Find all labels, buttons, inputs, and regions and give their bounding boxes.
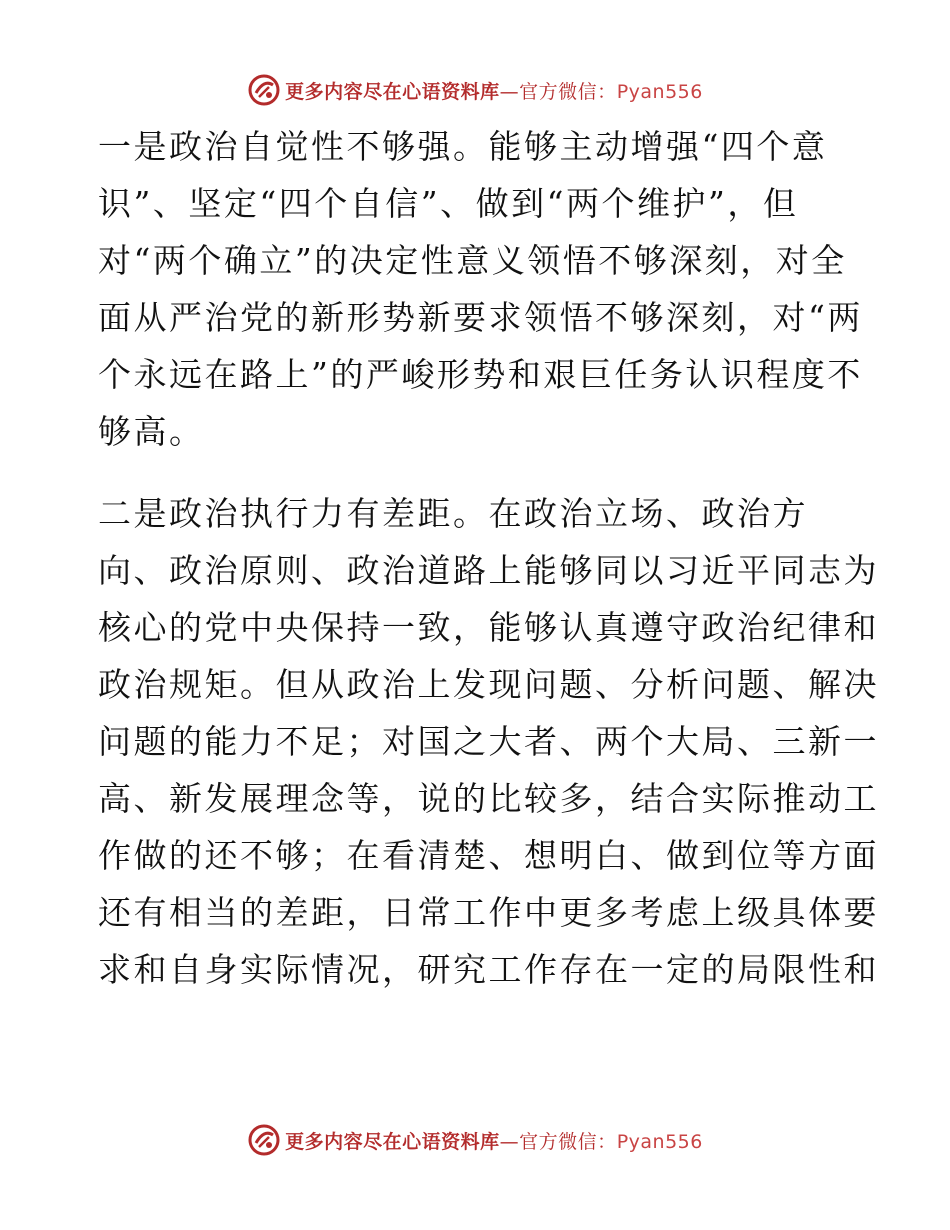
text-line: 向、政治原则、政治道路上能够同以习近平同志为 bbox=[98, 551, 879, 590]
paragraph-political-execution bbox=[98, 485, 879, 998]
banner-handle: Pyan556 bbox=[616, 1130, 703, 1153]
text-line: 对“两个确立”的决定性意义领悟不够深刻，对全 bbox=[98, 241, 847, 280]
banner-separator: — bbox=[499, 80, 520, 103]
text-line: 面从严治党的新形势新要求领悟不够深刻，对“两 bbox=[98, 298, 863, 337]
text-line: 个永远在路上”的严峻形势和艰巨任务认识程度不 bbox=[98, 355, 863, 394]
paragraph-political-consciousness bbox=[98, 118, 863, 460]
brand-logo-icon bbox=[247, 1123, 281, 1157]
text-line: 还有相当的差距，日常工作中更多考虑上级具体要 bbox=[98, 893, 879, 932]
text-line: 高、新发展理念等，说的比较多，结合实际推动工 bbox=[98, 779, 879, 818]
footer-watermark-banner bbox=[0, 1120, 950, 1160]
banner-label: 官方微信： bbox=[519, 80, 617, 103]
text-line: 识”、坚定“四个自信”、做到“两个维护”，但 bbox=[98, 184, 799, 223]
brand-logo-icon bbox=[247, 73, 281, 107]
banner-brand: 更多内容尽在心语资料库 bbox=[285, 80, 500, 103]
banner-text bbox=[285, 1127, 703, 1154]
text-line: 作做的还不够；在看清楚、想明白、做到位等方面 bbox=[98, 836, 879, 875]
banner-handle: Pyan556 bbox=[616, 80, 703, 103]
text-line: 一是政治自觉性不够强。能够主动增强“四个意 bbox=[98, 127, 828, 166]
text-line: 够高。 bbox=[98, 412, 205, 451]
text-line: 政治规矩。但从政治上发现问题、分析问题、解决 bbox=[98, 665, 879, 704]
text-line: 核心的党中央保持一致，能够认真遵守政治纪律和 bbox=[98, 608, 879, 647]
banner-text bbox=[285, 77, 703, 104]
text-line: 二是政治执行力有差距。在政治立场、政治方 bbox=[98, 494, 808, 533]
header-watermark-banner bbox=[0, 70, 950, 110]
banner-brand: 更多内容尽在心语资料库 bbox=[285, 1130, 500, 1153]
text-line: 求和自身实际情况，研究工作存在一定的局限性和 bbox=[98, 950, 879, 989]
banner-separator: — bbox=[499, 1130, 520, 1153]
banner-label: 官方微信： bbox=[519, 1130, 617, 1153]
text-line: 问题的能力不足；对国之大者、两个大局、三新一 bbox=[98, 722, 879, 761]
